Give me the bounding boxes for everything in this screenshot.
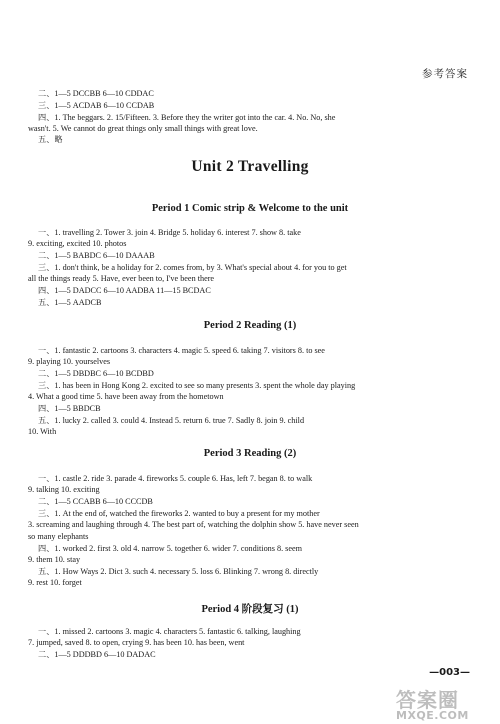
period-title: Period 3 Reading (2) [203,448,297,459]
answer-line: 9. exciting, excited 10. photos [28,239,127,248]
answer-line: 9. playing 10. yourselves [28,357,111,366]
page-number: —003— [429,667,470,678]
answer-line: 一、1. castle 2. ride 3. parade 4. fireworks 5. couple 6. Has, left 7. began 8. to walk [38,474,313,483]
answer-line: 7. jumped, saved 8. to open, crying 9. has been 10. has been, went [28,638,245,647]
answer-line: 五、1. How Ways 2. Dict 3. such 4. necessary 5. loss 6. Blinking 7. wrong 8. directly [38,567,319,576]
period-title: Period 4 阶段复习 (1) [201,604,299,615]
answer-line: all the things ready 5. Have, ever been to, I've been there [28,274,215,283]
period-title: Period 1 Comic strip & Welcome to the unit [151,203,349,214]
answer-line: 9. rest 10. forget [28,578,82,587]
watermark-logo-top: 答案圈 [396,688,459,712]
answer-line: 二、1—5 DCCBB 6—10 CDDAC [38,89,154,98]
answer-line: 一、1. fantastic 2. cartoons 3. characters 4. magic 5. speed 6. taking 7. visitors 8. to see [38,346,325,355]
answer-line: 二、1—5 CCABB 6—10 CCCDB [38,497,153,506]
answer-line: 三、1. don't think, be a holiday for 2. comes from, by 3. What's special about 4. for you to get [38,263,347,272]
answer-line: 三、1—5 ACDAB 6—10 CCDAB [38,101,155,110]
page-header: 参考答案 [422,68,468,80]
answer-line: 五、1—5 AADCB [38,298,102,307]
answer-line: wasn't. 5. We cannot do great things only small things with great love. [28,124,258,133]
answer-line: 五、1. lucky 2. called 3. could 4. Instead 5. return 6. true 7. Sadly 8. join 9. child [38,416,305,425]
answer-line: 三、1. has been in Hong Kong 2. excited to see so many presents 3. spent the whole day playing [38,381,356,390]
answer-line: 四、1—5 DADCC 6—10 AADBA 11—15 BCDAC [38,286,211,295]
watermark-logo-bottom: MXQE.COM [396,709,469,722]
answer-line: 四、1. worked 2. first 3. old 4. narrow 5. together 6. wider 7. conditions 8. seem [38,544,302,553]
answer-line: 二、1—5 DBDBC 6—10 BCDBD [38,369,154,378]
answer-line: 一、1. missed 2. cartoons 3. magic 4. characters 5. fantastic 6. talking, laughing [38,627,301,636]
answer-line: 二、1—5 BABDC 6—10 DAAAB [38,251,155,260]
answer-line: 4. What a good time 5. have been away from the hometown [28,392,224,401]
period-title: Period 2 Reading (1) [203,320,297,331]
answer-line: 三、1. At the end of, watched the fireworks 2. wanted to buy a present for my mother [38,509,320,518]
answer-line: 二、1—5 DDDBD 6—10 DADAC [38,650,156,659]
answer-line: 一、1. travelling 2. Tower 3. join 4. Bridge 5. holiday 6. interest 7. show 8. take [38,228,301,237]
answer-line: 9. them 10. stay [28,555,81,564]
watermark-logo [396,684,494,720]
unit-title: Unit 2 Travelling [191,158,309,175]
answer-line: so many elephants [28,532,89,541]
answer-line: 四、1. The beggars. 2. 15/Fifteen. 3. Before they the writer got into the car. 4. No. No, she [38,113,336,122]
answer-line: 3. screaming and laughing through 4. The best part of, watching the dolphin show 5. have never seen [28,520,359,529]
answer-line: 四、1—5 BBDCB [38,404,101,413]
answer-line: 五、略 [38,135,63,144]
answer-line: 9. talking 10. exciting [28,485,100,494]
answer-line: 10. With [28,427,57,436]
